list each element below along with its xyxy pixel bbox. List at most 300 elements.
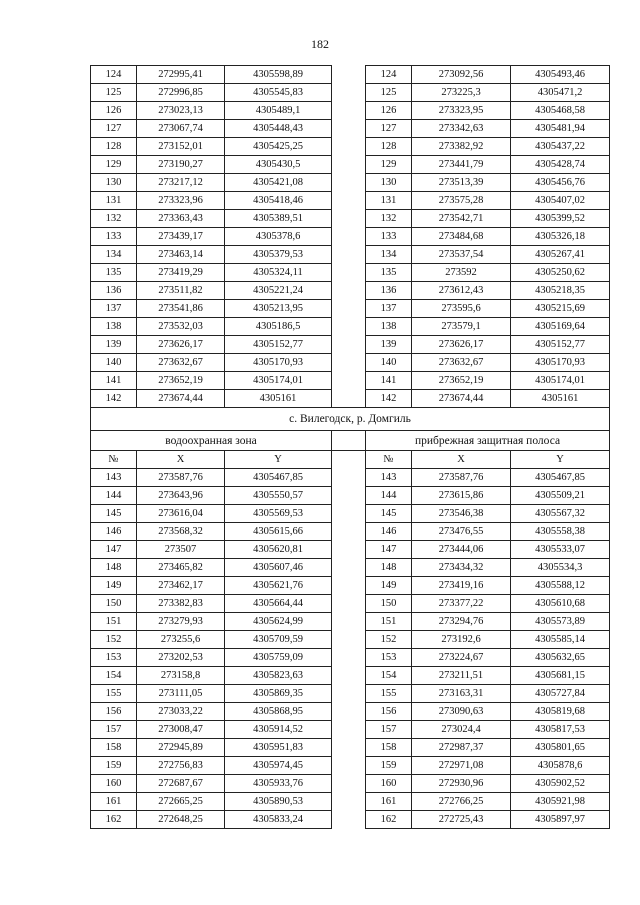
left-x-cell: 273463,14 bbox=[137, 246, 225, 264]
bottom-rows bbox=[91, 469, 610, 829]
left-header-num: № bbox=[91, 451, 137, 469]
left-y-cell: 4305550,57 bbox=[225, 487, 332, 505]
left-y-cell: 4305607,46 bbox=[225, 559, 332, 577]
right-x-cell: 273615,86 bbox=[412, 487, 511, 505]
right-y-cell: 4305399,52 bbox=[511, 210, 610, 228]
left-x-cell: 273587,76 bbox=[137, 469, 225, 487]
left-x-cell: 273626,17 bbox=[137, 336, 225, 354]
left-num-cell: 148 bbox=[91, 559, 137, 577]
right-x-cell: 273342,63 bbox=[412, 120, 511, 138]
right-x-cell: 272987,37 bbox=[412, 739, 511, 757]
left-y-cell: 4305914,52 bbox=[225, 721, 332, 739]
right-num-cell: 150 bbox=[366, 595, 412, 613]
right-y-cell: 4305468,58 bbox=[511, 102, 610, 120]
right-x-cell: 273575,28 bbox=[412, 192, 511, 210]
right-x-cell: 273484,68 bbox=[412, 228, 511, 246]
left-num-cell: 124 bbox=[91, 66, 137, 84]
right-x-cell: 273294,76 bbox=[412, 613, 511, 631]
column-gap bbox=[332, 739, 366, 757]
right-x-cell: 273592 bbox=[412, 264, 511, 282]
left-num-cell: 129 bbox=[91, 156, 137, 174]
left-num-cell: 127 bbox=[91, 120, 137, 138]
right-y-cell: 4305585,14 bbox=[511, 631, 610, 649]
right-num-cell: 145 bbox=[366, 505, 412, 523]
column-gap bbox=[332, 300, 366, 318]
right-num-cell: 131 bbox=[366, 192, 412, 210]
table-row bbox=[91, 156, 610, 174]
right-num-cell: 142 bbox=[366, 390, 412, 408]
left-x-cell: 272995,41 bbox=[137, 66, 225, 84]
right-header-x: X bbox=[412, 451, 511, 469]
left-y-cell: 4305823,63 bbox=[225, 667, 332, 685]
right-y-cell: 4305610,68 bbox=[511, 595, 610, 613]
left-num-cell: 154 bbox=[91, 667, 137, 685]
right-y-cell: 4305437,22 bbox=[511, 138, 610, 156]
right-x-cell: 273419,16 bbox=[412, 577, 511, 595]
right-y-cell: 4305801,65 bbox=[511, 739, 610, 757]
table-row bbox=[91, 523, 610, 541]
right-y-cell: 4305218,35 bbox=[511, 282, 610, 300]
column-gap bbox=[332, 431, 366, 451]
right-x-cell: 273382,92 bbox=[412, 138, 511, 156]
right-num-cell: 135 bbox=[366, 264, 412, 282]
right-num-cell: 153 bbox=[366, 649, 412, 667]
left-y-cell: 4305379,53 bbox=[225, 246, 332, 264]
left-x-cell: 272665,25 bbox=[137, 793, 225, 811]
column-gap bbox=[332, 318, 366, 336]
table-row bbox=[91, 390, 610, 408]
left-x-cell: 273363,43 bbox=[137, 210, 225, 228]
left-num-cell: 142 bbox=[91, 390, 137, 408]
right-x-cell: 273626,17 bbox=[412, 336, 511, 354]
table-row bbox=[91, 192, 610, 210]
left-y-cell: 4305759,09 bbox=[225, 649, 332, 667]
left-x-cell: 273632,67 bbox=[137, 354, 225, 372]
right-y-cell: 4305326,18 bbox=[511, 228, 610, 246]
left-x-cell: 273217,12 bbox=[137, 174, 225, 192]
right-header-y: Y bbox=[511, 451, 610, 469]
right-num-cell: 149 bbox=[366, 577, 412, 595]
left-x-cell: 273462,17 bbox=[137, 577, 225, 595]
table-row bbox=[91, 469, 610, 487]
right-num-cell: 159 bbox=[366, 757, 412, 775]
right-header-num: № bbox=[366, 451, 412, 469]
right-y-cell: 4305878,6 bbox=[511, 757, 610, 775]
table-row bbox=[91, 505, 610, 523]
left-y-cell: 4305418,46 bbox=[225, 192, 332, 210]
right-num-cell: 139 bbox=[366, 336, 412, 354]
table-row bbox=[91, 487, 610, 505]
table-row bbox=[91, 559, 610, 577]
left-header-y: Y bbox=[225, 451, 332, 469]
left-num-cell: 155 bbox=[91, 685, 137, 703]
table-row bbox=[91, 595, 610, 613]
column-gap bbox=[332, 192, 366, 210]
left-y-cell: 4305161 bbox=[225, 390, 332, 408]
right-num-cell: 146 bbox=[366, 523, 412, 541]
left-x-cell: 272756,83 bbox=[137, 757, 225, 775]
table-row bbox=[91, 667, 610, 685]
table-row bbox=[91, 631, 610, 649]
right-num-cell: 132 bbox=[366, 210, 412, 228]
table-row bbox=[91, 372, 610, 390]
left-y-cell: 4305545,83 bbox=[225, 84, 332, 102]
table-row bbox=[91, 613, 610, 631]
right-x-cell: 273225,3 bbox=[412, 84, 511, 102]
table-row bbox=[91, 541, 610, 559]
column-gap bbox=[332, 372, 366, 390]
left-x-cell: 273067,74 bbox=[137, 120, 225, 138]
left-x-cell: 272996,85 bbox=[137, 84, 225, 102]
left-num-cell: 126 bbox=[91, 102, 137, 120]
column-gap bbox=[332, 354, 366, 372]
left-num-cell: 132 bbox=[91, 210, 137, 228]
left-num-cell: 150 bbox=[91, 595, 137, 613]
left-x-cell: 273158,8 bbox=[137, 667, 225, 685]
left-num-cell: 158 bbox=[91, 739, 137, 757]
left-num-cell: 160 bbox=[91, 775, 137, 793]
column-gap bbox=[332, 559, 366, 577]
right-y-cell: 4305215,69 bbox=[511, 300, 610, 318]
right-x-cell: 273595,6 bbox=[412, 300, 511, 318]
right-num-cell: 125 bbox=[366, 84, 412, 102]
left-num-cell: 128 bbox=[91, 138, 137, 156]
right-x-cell: 273674,44 bbox=[412, 390, 511, 408]
left-num-cell: 143 bbox=[91, 469, 137, 487]
right-num-cell: 129 bbox=[366, 156, 412, 174]
column-gap bbox=[332, 84, 366, 102]
column-gap bbox=[332, 156, 366, 174]
right-x-cell: 273652,19 bbox=[412, 372, 511, 390]
left-num-cell: 149 bbox=[91, 577, 137, 595]
left-y-cell: 4305621,76 bbox=[225, 577, 332, 595]
right-x-cell: 273090,63 bbox=[412, 703, 511, 721]
right-x-cell: 272766,25 bbox=[412, 793, 511, 811]
table-row bbox=[91, 649, 610, 667]
right-num-cell: 126 bbox=[366, 102, 412, 120]
left-x-cell: 273152,01 bbox=[137, 138, 225, 156]
left-num-cell: 162 bbox=[91, 811, 137, 829]
right-x-cell: 272725,43 bbox=[412, 811, 511, 829]
left-y-cell: 4305170,93 bbox=[225, 354, 332, 372]
right-num-cell: 148 bbox=[366, 559, 412, 577]
right-x-cell: 273632,67 bbox=[412, 354, 511, 372]
column-gap bbox=[332, 390, 366, 408]
column-gap bbox=[332, 793, 366, 811]
left-num-cell: 161 bbox=[91, 793, 137, 811]
column-gap bbox=[332, 102, 366, 120]
left-num-cell: 152 bbox=[91, 631, 137, 649]
right-y-cell: 4305573,89 bbox=[511, 613, 610, 631]
column-gap bbox=[332, 577, 366, 595]
column-gap bbox=[332, 336, 366, 354]
column-gap bbox=[332, 174, 366, 192]
right-num-cell: 130 bbox=[366, 174, 412, 192]
left-x-cell: 273439,17 bbox=[137, 228, 225, 246]
left-y-cell: 4305489,1 bbox=[225, 102, 332, 120]
table-row bbox=[91, 793, 610, 811]
left-num-cell: 145 bbox=[91, 505, 137, 523]
right-x-cell: 273377,22 bbox=[412, 595, 511, 613]
table-row bbox=[91, 120, 610, 138]
left-num-cell: 136 bbox=[91, 282, 137, 300]
table-row bbox=[91, 66, 610, 84]
right-y-cell: 4305161 bbox=[511, 390, 610, 408]
table-row bbox=[91, 264, 610, 282]
table-row bbox=[91, 318, 610, 336]
left-num-cell: 141 bbox=[91, 372, 137, 390]
left-y-cell: 4305324,11 bbox=[225, 264, 332, 282]
left-x-cell: 273382,83 bbox=[137, 595, 225, 613]
left-x-cell: 272687,67 bbox=[137, 775, 225, 793]
left-num-cell: 140 bbox=[91, 354, 137, 372]
left-num-cell: 156 bbox=[91, 703, 137, 721]
right-x-cell: 273192,6 bbox=[412, 631, 511, 649]
table-row bbox=[91, 174, 610, 192]
coordinates-table bbox=[90, 65, 610, 829]
left-num-cell: 133 bbox=[91, 228, 137, 246]
right-num-cell: 137 bbox=[366, 300, 412, 318]
left-x-cell: 273568,32 bbox=[137, 523, 225, 541]
left-num-cell: 134 bbox=[91, 246, 137, 264]
left-y-cell: 4305430,5 bbox=[225, 156, 332, 174]
left-x-cell: 272945,89 bbox=[137, 739, 225, 757]
right-y-cell: 4305817,53 bbox=[511, 721, 610, 739]
left-num-cell: 131 bbox=[91, 192, 137, 210]
left-num-cell: 125 bbox=[91, 84, 137, 102]
left-x-cell: 273190,27 bbox=[137, 156, 225, 174]
left-y-cell: 4305868,95 bbox=[225, 703, 332, 721]
right-x-cell: 273434,32 bbox=[412, 559, 511, 577]
left-y-cell: 4305833,24 bbox=[225, 811, 332, 829]
left-y-cell: 4305933,76 bbox=[225, 775, 332, 793]
column-gap bbox=[332, 246, 366, 264]
table-row bbox=[91, 102, 610, 120]
column-gap bbox=[332, 228, 366, 246]
table-row bbox=[91, 775, 610, 793]
left-y-cell: 4305951,83 bbox=[225, 739, 332, 757]
right-y-cell: 4305481,94 bbox=[511, 120, 610, 138]
right-num-cell: 143 bbox=[366, 469, 412, 487]
right-y-cell: 4305897,97 bbox=[511, 811, 610, 829]
right-num-cell: 144 bbox=[366, 487, 412, 505]
right-y-cell: 4305169,64 bbox=[511, 318, 610, 336]
right-x-cell: 273476,55 bbox=[412, 523, 511, 541]
right-y-cell: 4305588,12 bbox=[511, 577, 610, 595]
right-x-cell: 273612,43 bbox=[412, 282, 511, 300]
right-y-cell: 4305632,65 bbox=[511, 649, 610, 667]
right-num-cell: 155 bbox=[366, 685, 412, 703]
right-num-cell: 157 bbox=[366, 721, 412, 739]
right-num-cell: 127 bbox=[366, 120, 412, 138]
right-y-cell: 4305681,15 bbox=[511, 667, 610, 685]
right-y-cell: 4305558,38 bbox=[511, 523, 610, 541]
right-num-cell: 151 bbox=[366, 613, 412, 631]
right-num-cell: 140 bbox=[366, 354, 412, 372]
left-y-cell: 4305890,53 bbox=[225, 793, 332, 811]
right-num-cell: 134 bbox=[366, 246, 412, 264]
right-x-cell: 272930,96 bbox=[412, 775, 511, 793]
right-num-cell: 128 bbox=[366, 138, 412, 156]
column-gap bbox=[332, 451, 366, 469]
left-y-cell: 4305448,43 bbox=[225, 120, 332, 138]
right-x-cell: 273542,71 bbox=[412, 210, 511, 228]
right-x-cell: 273579,1 bbox=[412, 318, 511, 336]
right-num-cell: 161 bbox=[366, 793, 412, 811]
table-row bbox=[91, 811, 610, 829]
table-row bbox=[91, 228, 610, 246]
table-row bbox=[91, 210, 610, 228]
table-row bbox=[91, 685, 610, 703]
left-num-cell: 135 bbox=[91, 264, 137, 282]
left-y-cell: 4305664,44 bbox=[225, 595, 332, 613]
left-x-cell: 273511,82 bbox=[137, 282, 225, 300]
page-number: 182 bbox=[311, 37, 329, 51]
table-row bbox=[91, 354, 610, 372]
right-num-cell: 160 bbox=[366, 775, 412, 793]
column-gap bbox=[332, 210, 366, 228]
right-y-cell: 4305428,74 bbox=[511, 156, 610, 174]
right-num-cell: 147 bbox=[366, 541, 412, 559]
column-gap bbox=[332, 685, 366, 703]
column-gap bbox=[332, 264, 366, 282]
right-x-cell: 273537,54 bbox=[412, 246, 511, 264]
column-gap bbox=[332, 120, 366, 138]
left-x-cell: 273419,29 bbox=[137, 264, 225, 282]
left-num-cell: 157 bbox=[91, 721, 137, 739]
right-num-cell: 133 bbox=[366, 228, 412, 246]
left-x-cell: 273279,93 bbox=[137, 613, 225, 631]
left-y-cell: 4305378,6 bbox=[225, 228, 332, 246]
column-gap bbox=[332, 595, 366, 613]
column-gap bbox=[332, 667, 366, 685]
left-x-cell: 273111,05 bbox=[137, 685, 225, 703]
right-num-cell: 124 bbox=[366, 66, 412, 84]
column-gap bbox=[332, 649, 366, 667]
table-row bbox=[91, 300, 610, 318]
left-y-cell: 4305869,35 bbox=[225, 685, 332, 703]
column-gap bbox=[332, 66, 366, 84]
right-num-cell: 162 bbox=[366, 811, 412, 829]
right-y-cell: 4305902,52 bbox=[511, 775, 610, 793]
left-num-cell: 130 bbox=[91, 174, 137, 192]
table-row bbox=[91, 703, 610, 721]
right-y-cell: 4305727,84 bbox=[511, 685, 610, 703]
left-x-cell: 273532,03 bbox=[137, 318, 225, 336]
left-x-cell: 273023,13 bbox=[137, 102, 225, 120]
right-num-cell: 152 bbox=[366, 631, 412, 649]
left-x-cell: 273652,19 bbox=[137, 372, 225, 390]
left-y-cell: 4305221,24 bbox=[225, 282, 332, 300]
left-y-cell: 4305974,45 bbox=[225, 757, 332, 775]
right-num-cell: 136 bbox=[366, 282, 412, 300]
table-row bbox=[91, 739, 610, 757]
right-num-cell: 154 bbox=[366, 667, 412, 685]
left-x-cell: 273465,82 bbox=[137, 559, 225, 577]
left-num-cell: 137 bbox=[91, 300, 137, 318]
right-x-cell: 273587,76 bbox=[412, 469, 511, 487]
right-x-cell: 272971,08 bbox=[412, 757, 511, 775]
right-num-cell: 141 bbox=[366, 372, 412, 390]
left-x-cell: 273033,22 bbox=[137, 703, 225, 721]
right-y-cell: 4305467,85 bbox=[511, 469, 610, 487]
right-x-cell: 273211,51 bbox=[412, 667, 511, 685]
left-y-cell: 4305421,08 bbox=[225, 174, 332, 192]
right-y-cell: 4305493,46 bbox=[511, 66, 610, 84]
right-x-cell: 273024,4 bbox=[412, 721, 511, 739]
left-y-cell: 4305152,77 bbox=[225, 336, 332, 354]
left-x-cell: 273674,44 bbox=[137, 390, 225, 408]
right-y-cell: 4305567,32 bbox=[511, 505, 610, 523]
left-x-cell: 273643,96 bbox=[137, 487, 225, 505]
column-gap bbox=[332, 138, 366, 156]
table-row bbox=[91, 138, 610, 156]
column-gap bbox=[332, 757, 366, 775]
column-gap bbox=[332, 487, 366, 505]
right-y-cell: 4305152,77 bbox=[511, 336, 610, 354]
right-x-cell: 273163,31 bbox=[412, 685, 511, 703]
left-num-cell: 159 bbox=[91, 757, 137, 775]
right-y-cell: 4305456,76 bbox=[511, 174, 610, 192]
left-y-cell: 4305709,59 bbox=[225, 631, 332, 649]
right-y-cell: 4305534,3 bbox=[511, 559, 610, 577]
right-x-cell: 273546,38 bbox=[412, 505, 511, 523]
left-num-cell: 146 bbox=[91, 523, 137, 541]
column-gap bbox=[332, 721, 366, 739]
left-header-x: X bbox=[137, 451, 225, 469]
column-gap bbox=[332, 469, 366, 487]
right-x-cell: 273092,56 bbox=[412, 66, 511, 84]
left-x-cell: 273255,6 bbox=[137, 631, 225, 649]
left-x-cell: 273507 bbox=[137, 541, 225, 559]
left-num-cell: 153 bbox=[91, 649, 137, 667]
table-row bbox=[91, 336, 610, 354]
right-y-cell: 4305819,68 bbox=[511, 703, 610, 721]
left-x-cell: 272648,25 bbox=[137, 811, 225, 829]
left-zone-title: водоохранная зона bbox=[91, 431, 332, 451]
right-y-cell: 4305509,21 bbox=[511, 487, 610, 505]
table-row bbox=[91, 246, 610, 264]
right-x-cell: 273224,67 bbox=[412, 649, 511, 667]
left-y-cell: 4305213,95 bbox=[225, 300, 332, 318]
left-num-cell: 138 bbox=[91, 318, 137, 336]
right-x-cell: 273513,39 bbox=[412, 174, 511, 192]
top-rows bbox=[91, 66, 610, 408]
table-row bbox=[91, 282, 610, 300]
left-x-cell: 273323,96 bbox=[137, 192, 225, 210]
left-num-cell: 151 bbox=[91, 613, 137, 631]
left-y-cell: 4305467,85 bbox=[225, 469, 332, 487]
right-y-cell: 4305170,93 bbox=[511, 354, 610, 372]
left-y-cell: 4305620,81 bbox=[225, 541, 332, 559]
left-x-cell: 273541,86 bbox=[137, 300, 225, 318]
right-y-cell: 4305471,2 bbox=[511, 84, 610, 102]
right-y-cell: 4305407,02 bbox=[511, 192, 610, 210]
left-y-cell: 4305569,53 bbox=[225, 505, 332, 523]
column-gap bbox=[332, 505, 366, 523]
right-zone-title: прибрежная защитная полоса bbox=[366, 431, 610, 451]
left-x-cell: 273616,04 bbox=[137, 505, 225, 523]
left-y-cell: 4305624,99 bbox=[225, 613, 332, 631]
left-y-cell: 4305186,5 bbox=[225, 318, 332, 336]
left-y-cell: 4305174,01 bbox=[225, 372, 332, 390]
right-y-cell: 4305250,62 bbox=[511, 264, 610, 282]
column-gap bbox=[332, 282, 366, 300]
column-gap bbox=[332, 541, 366, 559]
right-y-cell: 4305533,07 bbox=[511, 541, 610, 559]
section-title: с. Вилегодск, р. Домгиль bbox=[91, 408, 610, 431]
right-x-cell: 273444,06 bbox=[412, 541, 511, 559]
